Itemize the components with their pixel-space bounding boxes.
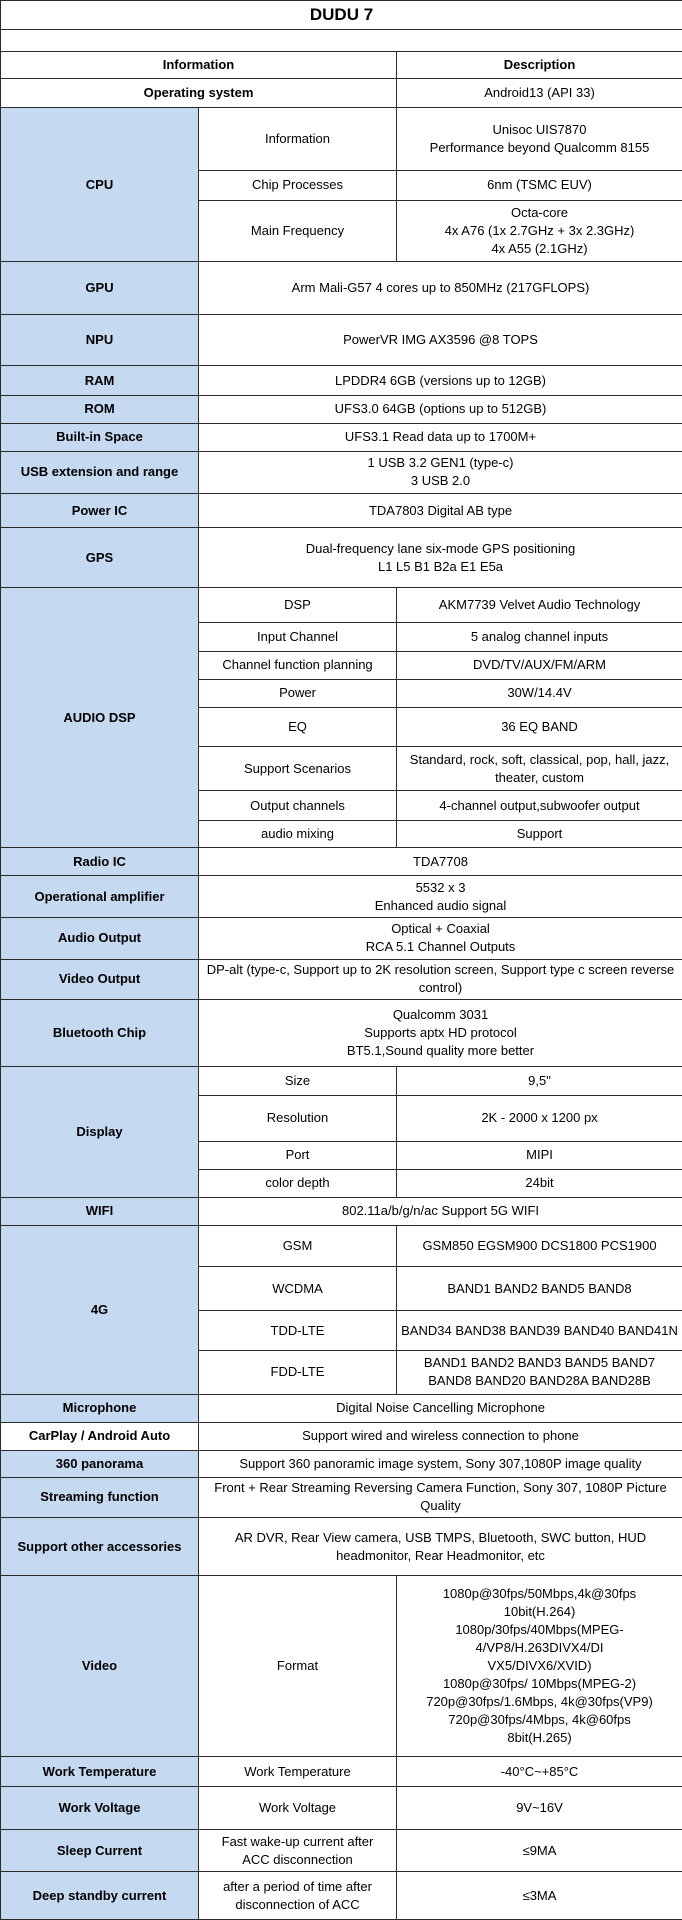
row-value-streaming: Front + Rear Streaming Reversing Camera Function, Sony 307, 1080P Picture Quality	[199, 1477, 682, 1517]
row-value-gps	[199, 528, 682, 588]
display-sub-value: MIPI	[397, 1141, 682, 1169]
table-row	[1, 588, 682, 623]
4g-sub-value: BAND1 BAND2 BAND3 BAND5 BAND7 BAND8 BAND20 BAND28A BAND28B	[397, 1351, 682, 1394]
table-row	[1, 1830, 682, 1872]
row-label-ram: RAM	[1, 366, 199, 395]
header-row	[1, 52, 682, 79]
cpu-freq-line: 4x A76 (1x 2.7GHz + 3x 2.3GHz)	[444, 222, 635, 238]
table-row	[1, 1422, 682, 1450]
audio-sub-value: 4-channel output,subwoofer output	[397, 791, 682, 821]
cpu-info-value	[397, 108, 682, 170]
4g-sub-label: WCDMA	[199, 1267, 397, 1311]
display-sub-value: 2K - 2000 x 1200 px	[397, 1096, 682, 1141]
cpu-chip-value: 6nm (TSMC EUV)	[397, 170, 682, 200]
table-row	[1, 876, 682, 917]
table-row	[1, 1450, 682, 1477]
row-label-work-voltage: Work Voltage	[1, 1787, 199, 1830]
row-value-radio-ic: TDA7708	[199, 848, 682, 876]
row-label-360-panorama: 360 panorama	[1, 1450, 199, 1477]
display-sub-label: color depth	[199, 1169, 397, 1197]
cpu-info-line: Performance beyond Qualcomm 8155	[429, 140, 650, 156]
row-label-microphone: Microphone	[1, 1394, 199, 1422]
table-row	[1, 1576, 682, 1757]
audio-sub-label: audio mixing	[199, 821, 397, 848]
table-row	[1, 493, 682, 527]
table-row	[1, 262, 682, 315]
deep-standby-sub-line: after a period of time after	[223, 1878, 372, 1894]
table-row	[1, 1518, 682, 1576]
row-label-power-ic: Power IC	[1, 493, 199, 527]
row-value-opamp	[199, 876, 682, 917]
deep-standby-sub-label	[199, 1872, 397, 1920]
deep-standby-value: ≤3MA	[397, 1872, 682, 1920]
work-temperature-sub-label: Work Temperature	[199, 1756, 397, 1786]
row-label-4g: 4G	[1, 1225, 199, 1394]
row-label-video-output: Video Output	[1, 959, 199, 999]
sleep-current-sub-label	[199, 1830, 397, 1872]
row-value-audio-output	[199, 917, 682, 959]
audio-sub-value: 36 EQ BAND	[397, 707, 682, 746]
row-label-work-temperature: Work Temperature	[1, 1756, 199, 1786]
cpu-freq-value	[397, 200, 682, 261]
row-value-rom: UFS3.0 64GB (options up to 512GB)	[199, 395, 682, 423]
bluetooth-line: Qualcomm 3031	[392, 1007, 489, 1023]
row-label-os: Operating system	[1, 79, 397, 108]
cpu-chip-label: Chip Processes	[199, 170, 397, 200]
table-row	[1, 79, 682, 108]
row-label-opamp: Operational amplifier	[1, 876, 199, 917]
row-value-power-ic: TDA7803 Digital AB type	[199, 493, 682, 527]
table-row	[1, 1756, 682, 1786]
audio-sub-label: EQ	[199, 707, 397, 746]
table-row	[1, 848, 682, 876]
display-sub-value: 24bit	[397, 1169, 682, 1197]
usb-line: 3 USB 2.0	[410, 473, 471, 489]
display-sub-label: Resolution	[199, 1096, 397, 1141]
4g-sub-label: FDD-LTE	[199, 1351, 397, 1394]
gps-line: Dual-frequency lane six-mode GPS positioning	[305, 540, 576, 556]
cpu-freq-line: 4x A55 (2.1GHz)	[491, 240, 588, 256]
audio-output-line: Optical + Coaxial	[391, 921, 490, 937]
cpu-info-line: Unisoc UIS7870	[492, 122, 587, 138]
4g-sub-value: BAND34 BAND38 BAND39 BAND40 BAND41N	[397, 1311, 682, 1351]
audio-sub-value: 5 analog channel inputs	[397, 623, 682, 651]
table-row	[1, 366, 682, 395]
table-row	[1, 1477, 682, 1517]
header-information: Information	[1, 52, 397, 79]
table-row	[1, 1394, 682, 1422]
row-label-deep-standby: Deep standby current	[1, 1872, 199, 1920]
table-row	[1, 395, 682, 423]
work-temperature-value: -40°C~+85°C	[397, 1756, 682, 1786]
row-label-gps: GPS	[1, 528, 199, 588]
row-label-carplay: CarPlay / Android Auto	[1, 1422, 199, 1450]
bluetooth-line: BT5.1,Sound quality more better	[346, 1043, 535, 1059]
video-format-line: 1080p/30fps/40Mbps(MPEG-	[455, 1622, 624, 1638]
row-value-microphone: Digital Noise Cancelling Microphone	[199, 1394, 682, 1422]
row-label-npu: NPU	[1, 315, 199, 366]
audio-sub-value: Standard, rock, soft, classical, pop, hall, jazz, theater, custom	[397, 746, 682, 790]
4g-sub-label: GSM	[199, 1225, 397, 1266]
row-label-radio-ic: Radio IC	[1, 848, 199, 876]
row-value-gpu: Arm Mali-G57 4 cores up to 850MHz (217GFLOPS)	[199, 262, 682, 315]
table-row	[1, 451, 682, 493]
table-row	[1, 108, 682, 170]
work-voltage-sub-label: Work Voltage	[199, 1787, 397, 1830]
cpu-freq-label: Main Frequency	[199, 200, 397, 261]
row-label-display: Display	[1, 1067, 199, 1198]
table-row	[1, 423, 682, 451]
cpu-info-label: Information	[199, 108, 397, 170]
row-label-streaming: Streaming function	[1, 1477, 199, 1517]
row-value-os: Android13 (API 33)	[397, 79, 682, 108]
opamp-line: 5532 x 3	[415, 879, 466, 895]
audio-sub-label: Input Channel	[199, 623, 397, 651]
display-sub-label: Size	[199, 1067, 397, 1096]
table-row	[1, 1067, 682, 1096]
table-row	[1, 1872, 682, 1920]
blank-row	[1, 30, 682, 52]
table-row	[1, 917, 682, 959]
row-value-bluetooth	[199, 999, 682, 1066]
header-description: Description	[397, 52, 682, 79]
video-format-line: 720p@30fps/4Mbps, 4k@60fps	[448, 1712, 631, 1728]
row-label-audio-dsp: AUDIO DSP	[1, 588, 199, 848]
table-row	[1, 1225, 682, 1266]
row-label-video: Video	[1, 1576, 199, 1757]
audio-sub-value: AKM7739 Velvet Audio Technology	[397, 588, 682, 623]
sleep-current-value: ≤9MA	[397, 1830, 682, 1872]
audio-sub-value: DVD/TV/AUX/FM/ARM	[397, 651, 682, 679]
table-row	[1, 959, 682, 999]
usb-line: 1 USB 3.2 GEN1 (type-c)	[367, 455, 514, 471]
video-format-line: 8bit(H.265)	[507, 1730, 572, 1746]
row-label-accessories: Support other accessories	[1, 1518, 199, 1576]
display-sub-value: 9,5"	[397, 1067, 682, 1096]
row-label-bluetooth: Bluetooth Chip	[1, 999, 199, 1066]
audio-sub-value: Support	[397, 821, 682, 848]
row-label-audio-output: Audio Output	[1, 917, 199, 959]
gps-line: L1 L5 B1 B2a E1 E5a	[377, 558, 504, 574]
deep-standby-sub-line: disconnection of ACC	[235, 1896, 360, 1912]
bluetooth-line: Supports aptx HD protocol	[364, 1025, 517, 1041]
audio-sub-label: Support Scenarios	[199, 746, 397, 790]
audio-sub-label: Channel function planning	[199, 651, 397, 679]
row-label-rom: ROM	[1, 395, 199, 423]
audio-sub-value: 30W/14.4V	[397, 679, 682, 707]
cpu-freq-line: Octa-core	[510, 204, 569, 220]
row-value-npu: PowerVR IMG AX3596 @8 TOPS	[199, 315, 682, 366]
row-label-wifi: WIFI	[1, 1197, 199, 1225]
row-value-carplay: Support wired and wireless connection to phone	[199, 1422, 682, 1450]
row-value-ram: LPDDR4 6GB (versions up to 12GB)	[199, 366, 682, 395]
sleep-current-sub-line: ACC disconnection	[242, 1851, 353, 1867]
4g-sub-value: GSM850 EGSM900 DCS1800 PCS1900	[397, 1225, 682, 1266]
4g-sub-value: BAND1 BAND2 BAND5 BAND8	[397, 1267, 682, 1311]
row-value-builtin: UFS3.1 Read data up to 1700M+	[199, 423, 682, 451]
table-title: DUDU 7	[1, 1, 682, 30]
video-format-line: 1080p@30fps/ 10Mbps(MPEG-2)	[442, 1676, 637, 1692]
row-label-builtin: Built-in Space	[1, 423, 199, 451]
table-row	[1, 1197, 682, 1225]
table-row	[1, 1787, 682, 1830]
video-sub-label: Format	[199, 1576, 397, 1757]
display-sub-label: Port	[199, 1141, 397, 1169]
audio-sub-label: Output channels	[199, 791, 397, 821]
table-row	[1, 315, 682, 366]
video-format-line: 1080p@30fps/50Mbps,4k@30fps	[442, 1586, 637, 1602]
row-value-accessories: AR DVR, Rear View camera, USB TMPS, Bluetooth, SWC button, HUD headmonitor, Rear Headmonitor, etc	[199, 1518, 682, 1576]
audio-sub-label: DSP	[199, 588, 397, 623]
video-format-line: 720p@30fps/1.6Mbps, 4k@30fps(VP9)	[426, 1694, 653, 1710]
opamp-line: Enhanced audio signal	[374, 897, 507, 913]
row-value-usb	[199, 451, 682, 493]
video-format-line: 4/VP8/H.263DIVX4/DI	[475, 1640, 604, 1656]
table-row	[1, 528, 682, 588]
work-voltage-value: 9V~16V	[397, 1787, 682, 1830]
video-format-value	[397, 1576, 682, 1757]
video-format-line: 10bit(H.264)	[503, 1604, 576, 1620]
row-value-360-panorama: Support 360 panoramic image system, Sony 307,1080P image quality	[199, 1450, 682, 1477]
video-format-line: VX5/DIVX6/XVID)	[487, 1658, 592, 1674]
4g-sub-label: TDD-LTE	[199, 1311, 397, 1351]
table-row	[1, 999, 682, 1066]
sleep-current-sub-line: Fast wake-up current after	[221, 1833, 374, 1849]
audio-sub-label: Power	[199, 679, 397, 707]
row-label-sleep-current: Sleep Current	[1, 1830, 199, 1872]
row-value-wifi: 802.11a/b/g/n/ac Support 5G WIFI	[199, 1197, 682, 1225]
audio-output-line: RCA 5.1 Channel Outputs	[365, 939, 516, 955]
row-label-usb: USB extension and range	[1, 451, 199, 493]
row-value-video-output: DP-alt (type-c, Support up to 2K resolution screen, Support type c screen reverse control)	[199, 959, 682, 999]
row-label-gpu: GPU	[1, 262, 199, 315]
row-label-cpu: CPU	[1, 108, 199, 262]
